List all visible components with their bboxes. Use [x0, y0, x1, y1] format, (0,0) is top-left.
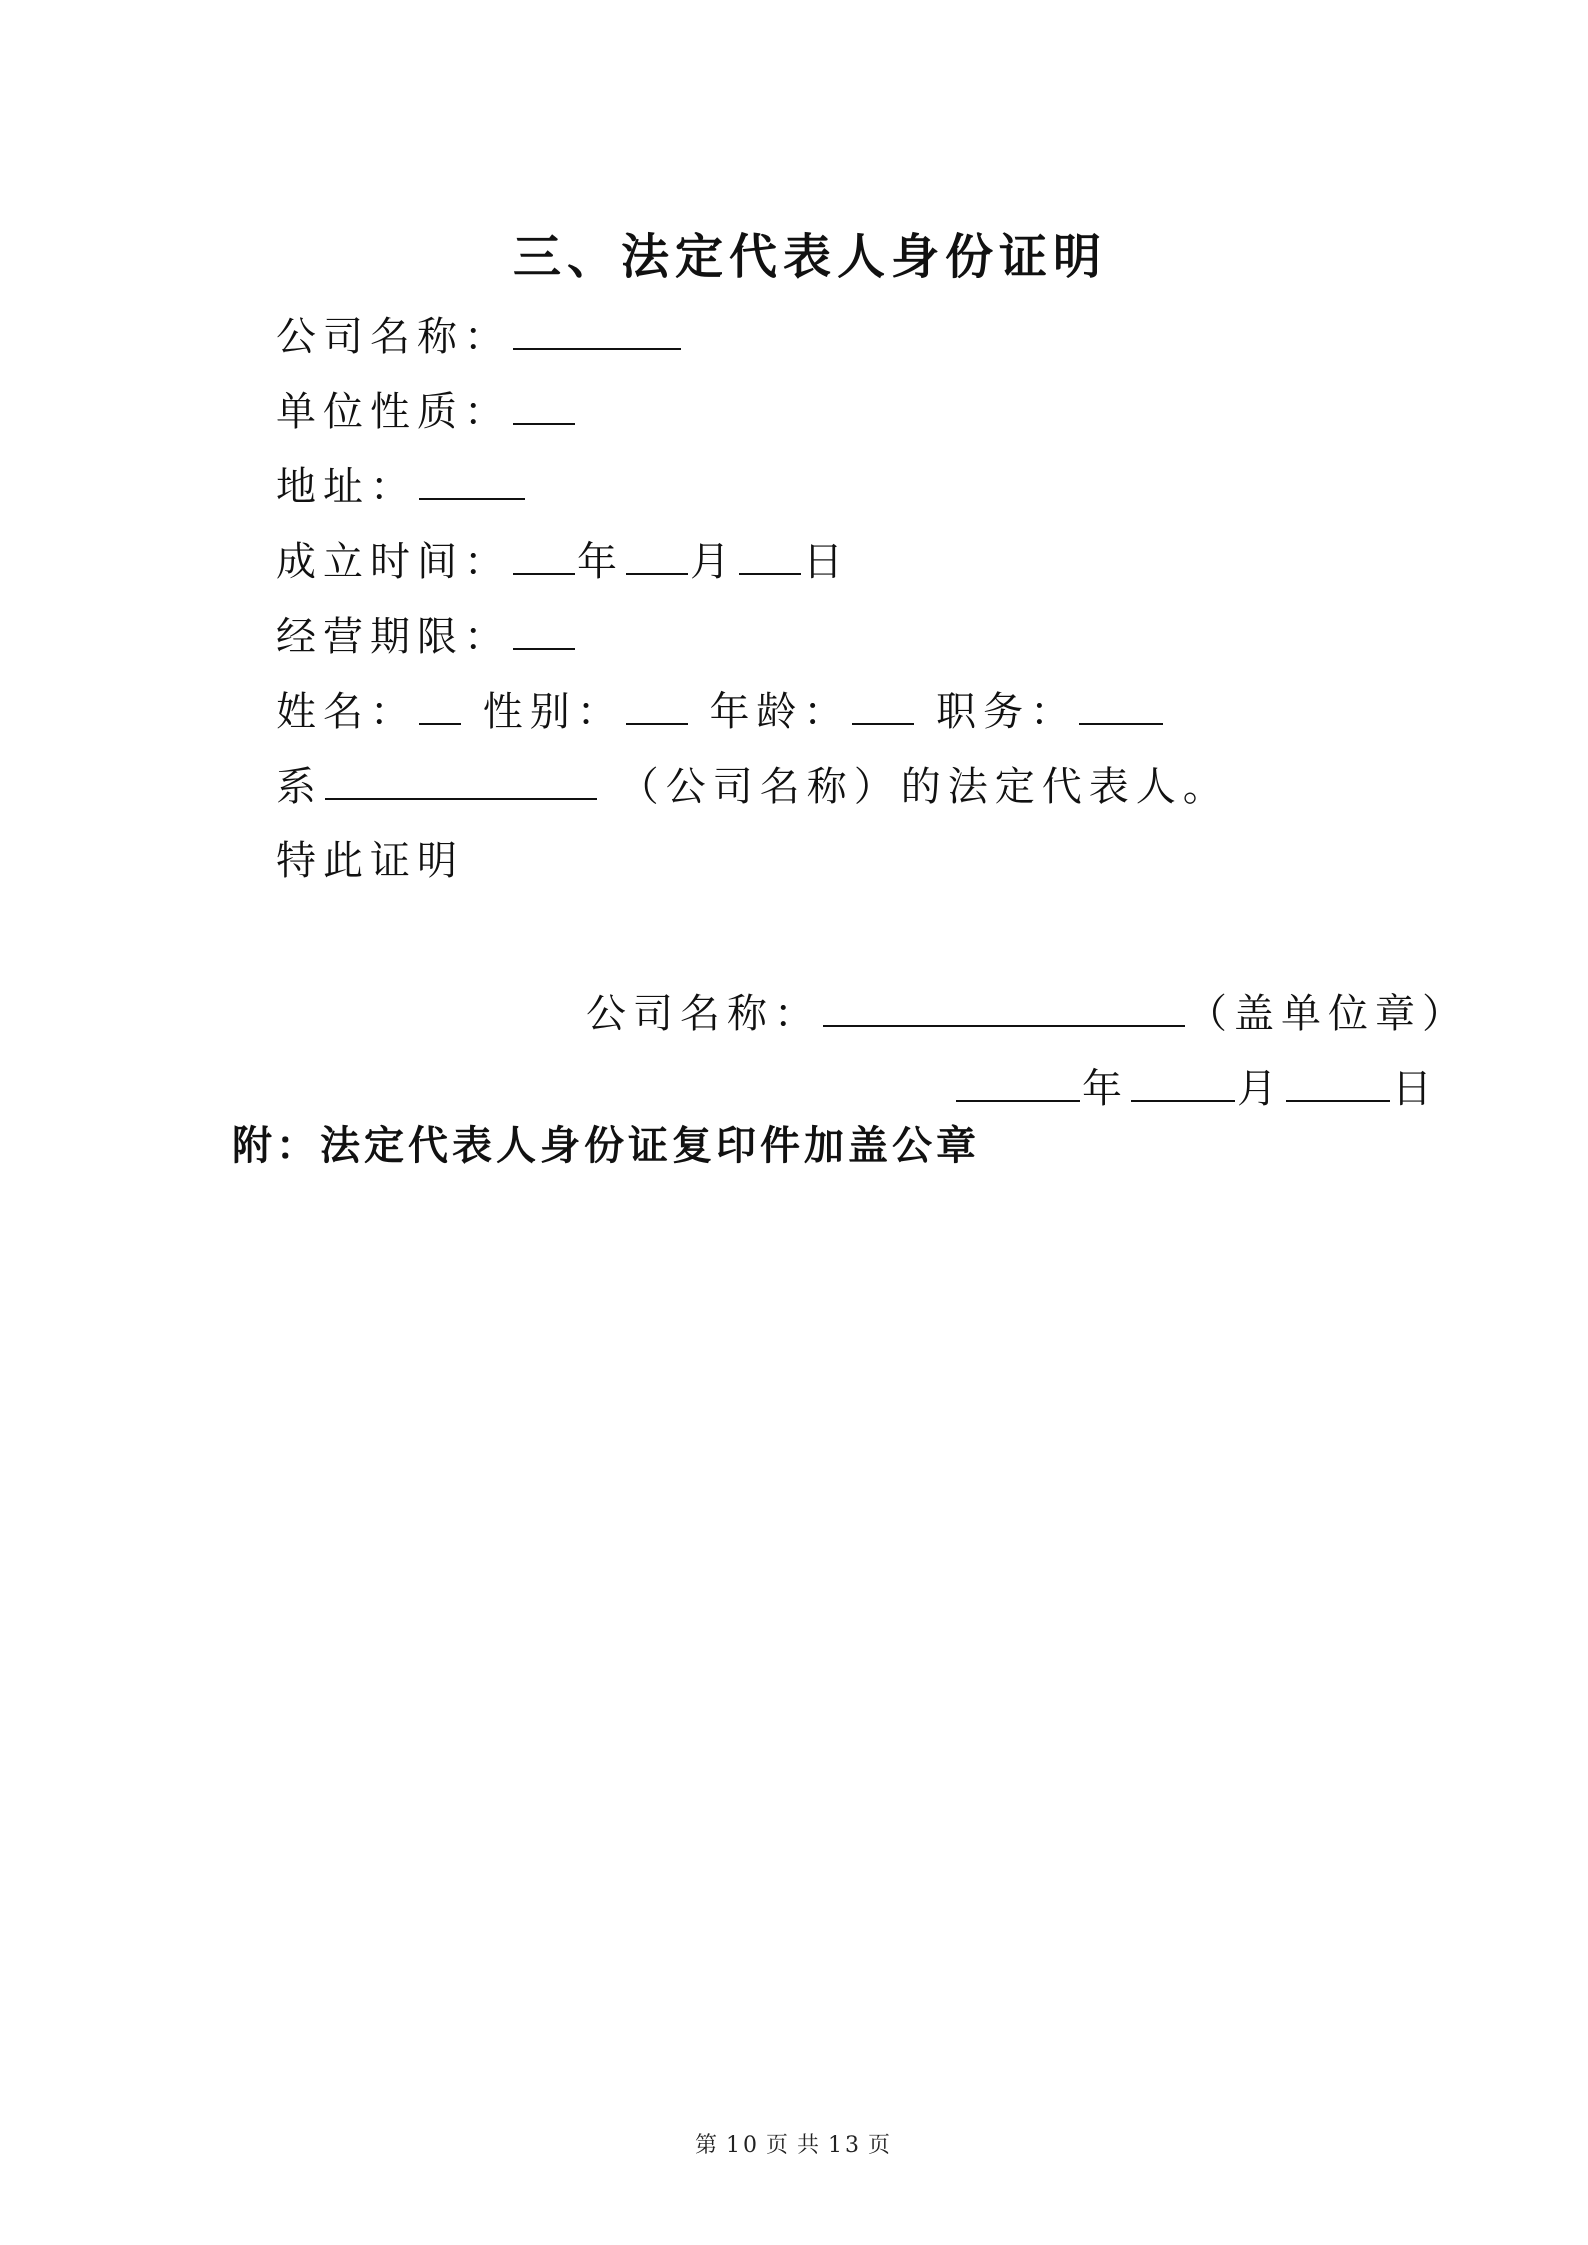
unit-nature-field[interactable]	[513, 383, 575, 425]
seal-text: （盖单位章）	[1187, 991, 1469, 1037]
sign-day-label: 日	[1392, 1066, 1439, 1112]
footer-gong: 共	[797, 2133, 823, 2158]
address-label: 地址：	[276, 464, 417, 510]
sign-day-field[interactable]	[1286, 1060, 1390, 1102]
name-label: 姓名：	[276, 689, 417, 735]
established-day-field[interactable]	[739, 533, 801, 575]
age-field[interactable]	[852, 683, 914, 725]
established-row	[276, 533, 850, 590]
address-row	[276, 458, 527, 515]
attachment-note: 附：法定代表人身份证复印件加盖公章	[232, 1123, 980, 1169]
gender-label: 性别：	[482, 689, 624, 735]
relation-suffix: （公司名称）的法定代表人。	[618, 764, 1230, 810]
month-label: 月	[690, 539, 737, 585]
term-row	[276, 608, 577, 665]
footer-total-pages: 13	[828, 2133, 863, 2158]
company-name-field[interactable]	[513, 308, 681, 350]
age-label: 年龄：	[709, 689, 851, 735]
footer-ye-end: 页	[868, 2133, 894, 2158]
position-label: 职务：	[936, 689, 1078, 735]
sign-company-field[interactable]	[823, 985, 1185, 1027]
sign-year-label: 年	[1082, 1066, 1129, 1112]
sign-month-label: 月	[1237, 1066, 1284, 1112]
established-year-field[interactable]	[513, 533, 575, 575]
year-label: 年	[577, 539, 624, 585]
footer-di: 第	[694, 2133, 720, 2158]
document-title: 三、法定代表人身份证明	[512, 229, 1107, 285]
page-footer	[0, 2128, 1588, 2159]
signature-company-row	[586, 985, 1469, 1042]
term-field[interactable]	[513, 608, 575, 650]
term-label: 经营期限：	[276, 614, 511, 660]
relation-row	[276, 758, 1230, 815]
relation-company-field[interactable]	[325, 758, 597, 800]
footer-ye: 页	[765, 2133, 791, 2158]
personal-info-row	[276, 683, 1165, 740]
day-label: 日	[803, 539, 850, 585]
signature-date-row	[954, 1060, 1439, 1117]
company-name-row	[276, 308, 683, 365]
sign-month-field[interactable]	[1131, 1060, 1235, 1102]
footer-page-number: 10	[725, 2133, 760, 2158]
established-month-field[interactable]	[626, 533, 688, 575]
company-name-label: 公司名称：	[276, 314, 511, 360]
address-field[interactable]	[419, 458, 525, 500]
position-field[interactable]	[1079, 683, 1163, 725]
certify-text: 特此证明	[276, 838, 464, 884]
unit-nature-label: 单位性质：	[276, 389, 511, 435]
established-label: 成立时间：	[276, 539, 511, 585]
gender-field[interactable]	[626, 683, 688, 725]
unit-nature-row	[276, 383, 577, 440]
relation-prefix: 系	[276, 764, 323, 810]
name-field[interactable]	[419, 683, 461, 725]
certify-row	[276, 833, 464, 889]
sign-year-field[interactable]	[956, 1060, 1080, 1102]
sign-company-label: 公司名称：	[586, 991, 821, 1037]
